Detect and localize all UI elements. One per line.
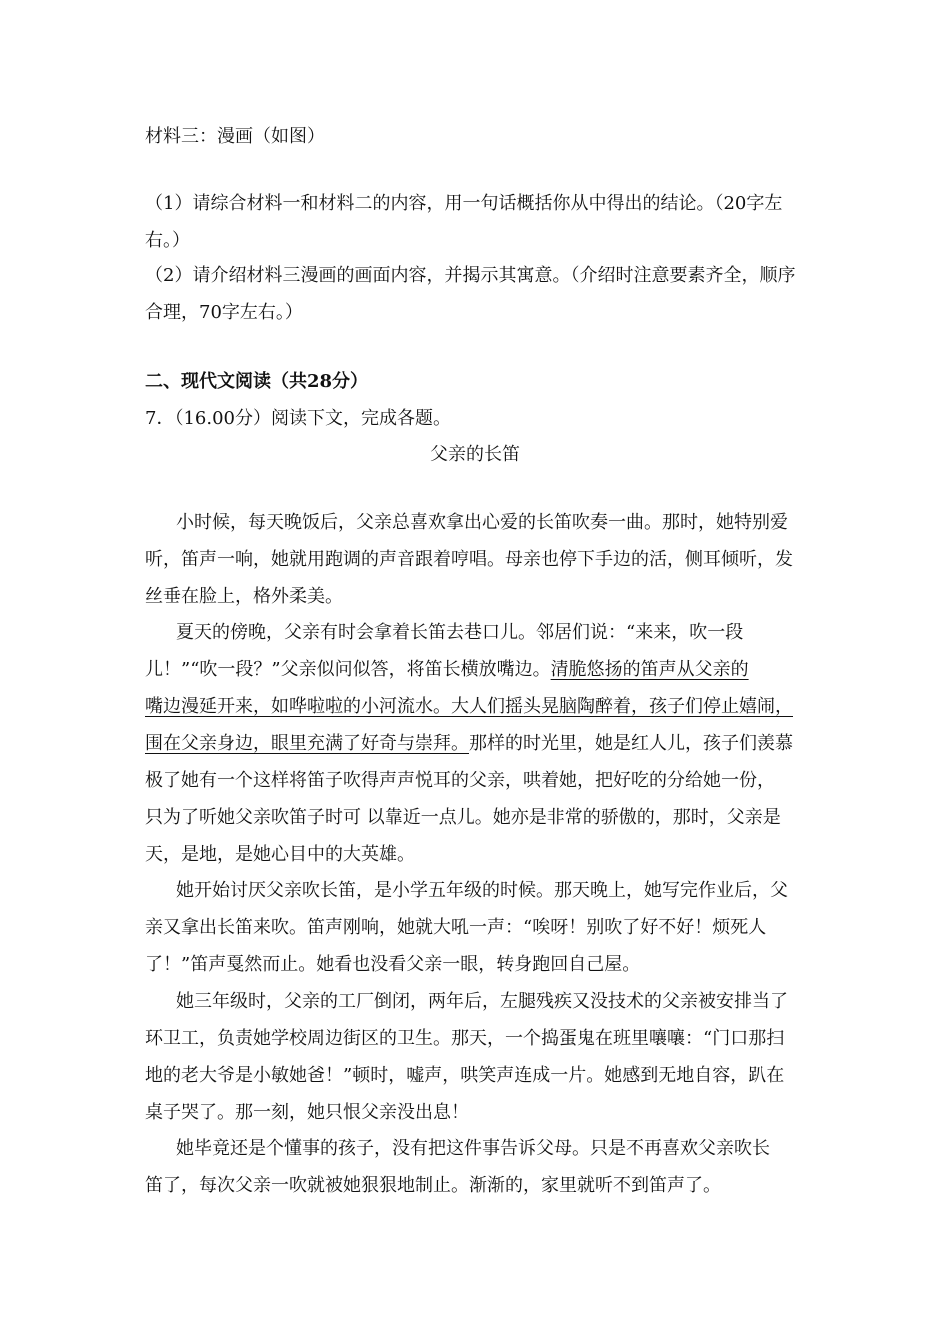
question-2-line-1: （2）请介绍材料三漫画的画面内容，并揭示其寓意。（介绍时注意要素齐全，顺序 bbox=[145, 265, 796, 286]
paragraph-1-line-1: 小时候，每天晚饭后，父亲总喜欢拿出心爱的长笛吹奏一曲。那时，她特别爱 bbox=[176, 512, 788, 533]
paragraph-4-line-2: 环卫工，负责她学校周边街区的卫生。那天，一个捣蛋鬼在班里嚷嚷：“门口那扫 bbox=[145, 1028, 785, 1049]
article-title: 父亲的长笛 bbox=[430, 444, 520, 465]
question-7: 7．（16.00分）阅读下文，完成各题。 bbox=[145, 408, 451, 429]
question-1-line-1: （1）请综合材料一和材料二的内容，用一句话概括你从中得出的结论。（20字左 bbox=[145, 193, 783, 214]
paragraph-2-line-2 bbox=[145, 661, 749, 679]
paragraph-2-line-4 bbox=[145, 735, 793, 753]
paragraph-5-line-1: 她毕竟还是个懂事的孩子，没有把这件事告诉父母。只是不再喜欢父亲吹长 bbox=[176, 1138, 770, 1159]
paragraph-3-line-2: 亲又拿出长笛来吹。笛声刚响，她就大吼一声：“唉呀！别吹了好不好！烦死人 bbox=[145, 917, 767, 938]
paragraph-3-line-3: 了！”笛声戛然而止。她看也没看父亲一眼，转身跑回自己屋。 bbox=[145, 954, 641, 975]
paragraph-1-line-3: 丝垂在脸上，格外柔美。 bbox=[145, 586, 343, 607]
underlined-sentence-part-3: 围在父亲身边，眼里充满了好奇与崇拜。 bbox=[145, 733, 469, 754]
paragraph-2-line-7: 天，是地，是她心目中的大英雄。 bbox=[145, 844, 415, 865]
underlined-sentence-part-2: 嘴边漫延开来，如哗啦啦的小河流水。大人们摇头晃脑陶醉着，孩子们停止嬉闹， bbox=[145, 696, 793, 717]
paragraph-5-line-2: 笛了，每次父亲一吹就被她狠狠地制止。渐渐的，家里就听不到笛声了。 bbox=[145, 1175, 721, 1196]
paragraph-4-line-3: 地的老大爷是小敏她爸！”顿时，嘘声，哄笑声连成一片。她感到无地自容，趴在 bbox=[145, 1065, 785, 1086]
section-heading: 二、现代文阅读（共28分） bbox=[145, 371, 369, 392]
paragraph-2-line-4-plain: 那样的时光里，她是红人儿，孩子们羡慕 bbox=[469, 733, 793, 754]
paragraph-2-line-5: 极了她有一个这样将笛子吹得声声悦耳的父亲，哄着她，把好吃的分给她一份， bbox=[145, 770, 775, 791]
question-1-line-2: 右。） bbox=[145, 230, 190, 251]
material-three-label: 材料三：漫画（如图） bbox=[145, 126, 325, 147]
question-2-line-2: 合理，70字左右。） bbox=[145, 302, 303, 323]
underlined-sentence-part-1: 清脆悠扬的笛声从父亲的 bbox=[550, 659, 749, 680]
paragraph-2-line-6: 只为了听她父亲吹笛子时可 以靠近一点儿。她亦是非常的骄傲的，那时，父亲是 bbox=[145, 807, 781, 828]
paragraph-4-line-4: 桌子哭了。那一刻，她只恨父亲没出息！ bbox=[145, 1102, 469, 1123]
paragraph-2-line-2-plain: 儿！”“吹一段？”父亲似问似答，将笛长横放嘴边。 bbox=[145, 659, 551, 680]
paragraph-1-line-2: 听，笛声一响，她就用跑调的声音跟着哼唱。母亲也停下手边的活，侧耳倾听，发 bbox=[145, 549, 793, 570]
paragraph-4-line-1: 她三年级时，父亲的工厂倒闭，两年后，左腿残疾又没技术的父亲被安排当了 bbox=[176, 991, 788, 1012]
paragraph-3-line-1: 她开始讨厌父亲吹长笛，是小学五年级的时候。那天晚上，她写完作业后，父 bbox=[176, 880, 788, 901]
paragraph-2-line-1: 夏天的傍晚，父亲有时会拿着长笛去巷口儿。邻居们说：“来来，吹一段 bbox=[176, 622, 744, 643]
